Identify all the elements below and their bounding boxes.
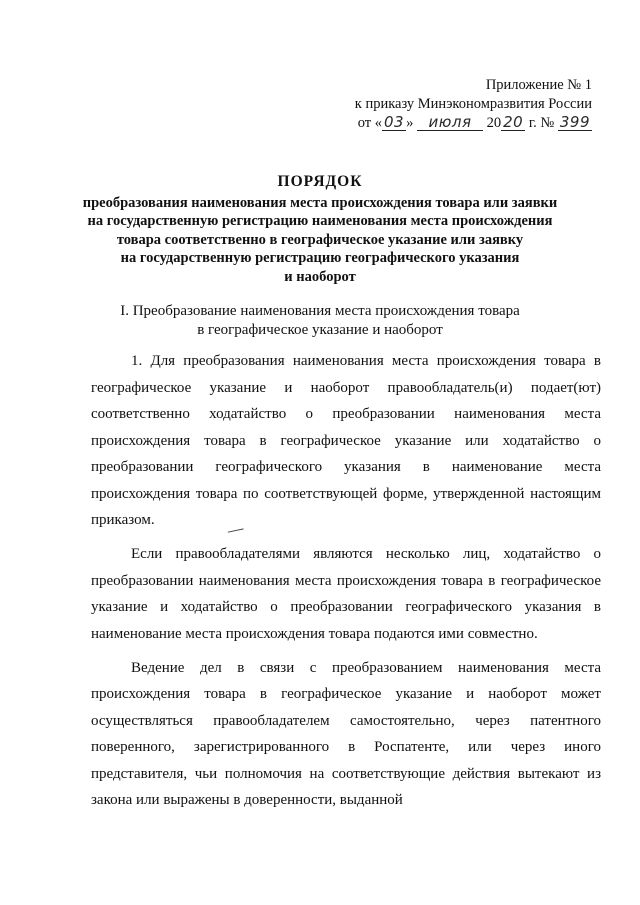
date-prefix: от « [357, 115, 383, 131]
section-heading-line: в географическое указание и наоборот [197, 322, 443, 338]
handwritten-day: 03 [384, 113, 405, 131]
handwritten-order-number: 399 [559, 113, 590, 131]
title-line: и наоборот [284, 268, 356, 285]
title-line: преобразования наименования места происхождения товара или заявки [82, 194, 558, 211]
handwritten-month: июля [417, 115, 483, 131]
date-quote-close: » [406, 115, 414, 131]
year-prefix: 20 [486, 115, 502, 131]
year-unit: г. № [528, 115, 555, 131]
handwritten-year: 20 [503, 113, 524, 131]
document-body [91, 348, 601, 821]
paragraph: 1. Для преобразования наименования места происхождения товара в географическое указание и наоборот правообладатель(и) подает(ют) соответственно ходатайство о преобразовании наименования места происхождения товара в географическое указание или ходатайство о преобразовании географического указания в наименование места происхождения товара по соответствующей форме, утвержденной настоящим приказом. [91, 353, 601, 528]
section-heading [0, 302, 640, 340]
title-main: ПОРЯДОК [277, 173, 363, 190]
document-title [0, 173, 640, 286]
appendix-header [355, 76, 592, 133]
title-line: на государственную регистрацию наименования места происхождения [87, 213, 553, 229]
appendix-order-ref: к приказу Минэкономразвития России [354, 96, 592, 112]
appendix-date-line [355, 114, 592, 133]
title-line: товара соответственно в географическое указание или заявку [116, 231, 524, 248]
paragraph: Если правообладателями являются несколько лиц, ходатайство о преобразовании наименования места происхождения товара в географическое указание и ходатайство о преобразовании географического указания в наименование места происхождения товара подаются ими совместно. [91, 546, 601, 642]
appendix-number: Приложение № 1 [485, 77, 592, 93]
section-heading-line: I. Преобразование наименования места происхождения товара [120, 303, 520, 319]
paragraph: Ведение дел в связи с преобразованием наименования места происхождения товара в географическое указание и наоборот может осуществляться правообладателем самостоятельно, через патентного поверенного, зарегистрированного в Роспатенте, или через иного представителя, чьи полномочия на соответствующие действия вытекают из закона или выражены в доверенности, выданной [91, 659, 601, 808]
title-line: на государственную регистрацию географического указания [120, 250, 520, 266]
